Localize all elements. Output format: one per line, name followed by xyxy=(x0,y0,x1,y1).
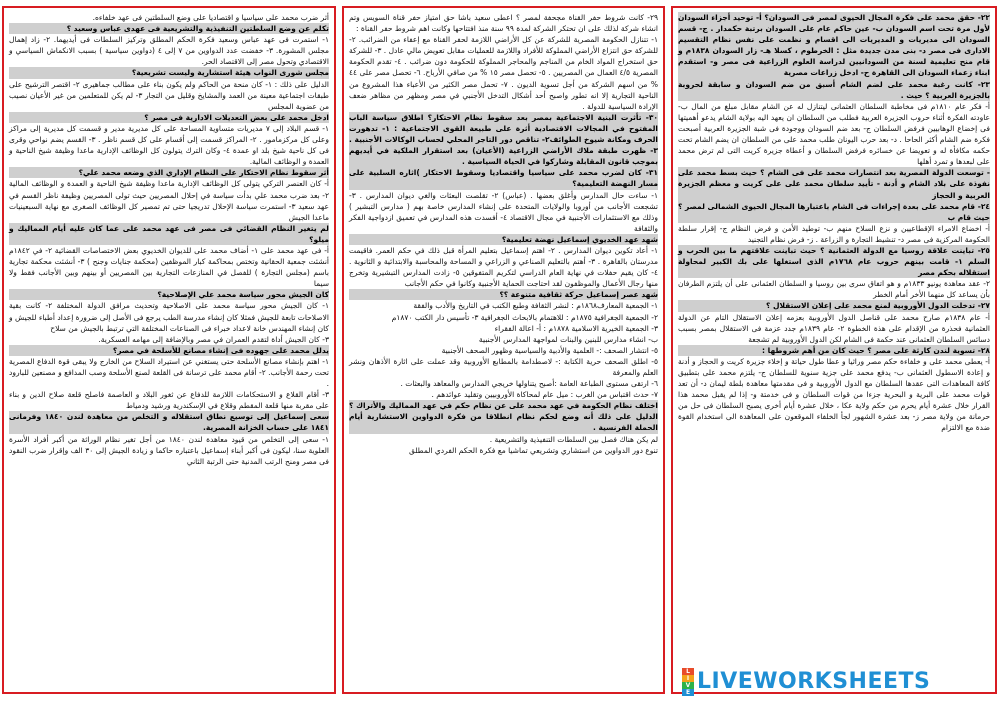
left-column xyxy=(2,6,336,694)
question-heading: سعى إسماعيل إلى توسيع نطاق استقلاله و التخلص من معاهدة لندن ١٨٤٠ وفرمانى ١٨٤١ على حساب الخزانة المصرية. xyxy=(9,412,329,433)
answer-paragraph: ٢- الجمعية الجغرافية ١٨٧٥م : للاهتمام بالابحاث الجغرافية ٣- تأسيس دار الكتب ١٨٧٠م xyxy=(391,312,658,322)
answer-paragraph: أ- يعطى محمد على و خلفاءة حكم مصر وراثيا و عطا طول حياتة و إخلاء جزيرة كريت و الحجاز و أدنة و إعادة الاسطول العثمانى ب- يدفع محمد على جزية سنوية للسلطان ج- يلتزم محمد على بتطبيق كافة المعاهدات التى عقدها السلطان مع الدول الأوروبية و فى مقدمتها معاهدة بلطة ليمان د- أن تعد قوات محمد على البرية و البحرية جزءا من قوات السلطان و فى خدمتة و- إذا لم يقبل محمد هذا القرار خلال عشرة أيام يحرم من حكم ولاية عكا ، خلال عشرة أيام أخرى يصبح السلطان فى حل من حرمانة من ولاية مصر ز- بعد عشرة الشهور لجأ الخلفاء الموقعون على المعاهدة الى استخدام القوة ضدة مع الالتزام xyxy=(678,356,990,433)
answer-paragraph: أ- عام ١٨٣٨م صارح محمد على قناصل الدول الأوروبية بعزمه إعلان الاستقلال التام عن الدولة العثمانية فحذرة من الإقدام على هذة الخطوة ٢- عام ١٨٣٩م جدد عزمة فى الاستقلال بمصر بسبب دسائس السلطان العثمانى عند حكمة فى الشام لكن الدول الأوروبية لم تشجعة xyxy=(678,312,990,344)
answer-paragraph: ١- كان الجيش محور سياسة محمد على الاصلاحية وتحديث مرافق الدولة المختلفة ٢- كانت بقية الاصلاحات تابعة للجيش فمثلا كان إنشاء مدرسة الطب يرجع فى الأصل إلى ضرورة إعداد أطباء للجيش و كان إنشاء المهندس خانة لاعداد خبراء فى الصناعات المختلفة التي ترتبط بالجيش من سلاح xyxy=(9,301,330,333)
middle-column xyxy=(342,6,665,694)
answer-paragraph: ٣- كان الجيش أداة لتقدم العمران في مصر وبالإضافة إلى مهامه العسكرية. xyxy=(98,334,329,344)
logo-mark-letter: L xyxy=(682,668,694,675)
answer-paragraph: ١- اهتم بإنشاء مصانع الأسلحة حتى يستغني عن استيراد السلاح من الخارج ولا يبقى قوة الدفاع المصرية تحت رحمة الأجانب. ٢- أقام محمد على ترسانة فى القلعة لصنع الأسلحة وصب المدافع و مصنعين للبارود . xyxy=(9,356,329,389)
answer-paragraph: ٣- الجمعية الخيرية الاسلامية ١٨٧٨م : أ- اعالة الفقراء xyxy=(494,323,658,333)
answer-paragraph: ١- تتنازل الحكومة المصرية للشركة عن كل الأراضي اللازمة لحفر القناة مع إعفاء من الضرائب. ٢- للشركة حق انتزاع الأراضي المملوكة للأفراد واللازمة للعمليات مقابل تعويض مالي عادل . ٣- للشركة حق استخراج المواد الخام من المناجم والمحاجر المملوكة للحكومة دون ضرائب . ٤- تقدم الحكومة المصرية ٤/٥ العمال من المصريين . ٥- تحصل مصر ١٥ % من صافي الأرباح. ٦- تحصل مصر على ٤٤ % من اسهم الشركة من أجل تسوية الديون . ٧- تحمل مصر الكثير من الأعباء هذا المشروع من الناحية التجارية إلا انه تطور واصبح أحد أشكال التدخل الأجنبي في مصر ومظهر من مظاهر ضعف الإرادة السياسية للدولة . xyxy=(349,35,659,111)
logo-text: LIVEWORKSHEETS xyxy=(697,668,931,694)
question-heading: ٢٤- قام محمد على بعدة إجراءات فى الشام باعتبارها المجال الحيوى الشمالى لمصر ؟ حيث قام ب xyxy=(678,201,990,222)
answer-paragraph: ٦- ارتقى مستوى الطباعة العامة :أصبح يتناولها خريجي المدارس والمعاهد والبعثات . xyxy=(400,379,658,389)
logo-mark-letter: V xyxy=(682,682,694,689)
answer-paragraph: ١- أعاد تكوين ديوان المدارس . ٢- اهتم إسماعيل بتعليم المرأة قبل ذلك في حكم العمر. فاقيمت مدرستان بالقاهرة . ٣- أهتم بالتعليم الصناعي و الزراعي و المساحة والمحاسبة والابتدائية و الثانوية . ٤- كان يقيم حفلات في نهاية العام الدراسي لتكريم المتفوقين ٥- زادت المدارس التبشيرية وتخرج منها رجال الأعمال والموظفون لقد احتاجت الحماية الأجنبية وكانوا في حكم الأجانب xyxy=(349,245,659,289)
logo-mark xyxy=(682,668,694,694)
answer-paragraph: لم يكن هناك فصل بين السلطات التنفيذية والتشريعية . xyxy=(489,434,658,444)
question-heading: تكلم عن وضع السلطتين التنفيذية والتشريعية فى عهدى عباس وسعيد ؟ xyxy=(9,23,329,34)
question-heading: مجلس شورى النواب هيئة استشارية وليست تشريعية؟ xyxy=(9,67,329,78)
answer-paragraph: ٧- حدث اقتباس من الغرب : ميل عام لمحاكاة الأوروبيين وتقليد عوائدهم . xyxy=(431,390,658,400)
logo-mark-letter: I xyxy=(682,675,694,682)
answer-paragraph: أ- كان العنصر التركي يتولى كل الوظائف الإدارية ماعدا وظيفة شيخ الناحية و العمدة و الوظائف المالية ٢- بعد ضرب محمد علي بدأت سياسة في إحلال المصريين حيث تولى المصريين وظيفة ناظر القسم في عهد سعيد ٣- استمرت سياسة الإحلال تدريجيا حتى تم تمصير كل الوظائف الصغرى مع نهاية السبعينيات ماعدا الجيش xyxy=(9,179,329,222)
question-heading: اختلف نظام الحكومة في عهد محمد على عن نظام حكم في عهد المماليك والأتراك ؟ الدليل على ذلك أنه وضع لحكم نظام انطلاقا من فكرة الدواوين الاستشارية أيام الحملة الفرنسية . xyxy=(349,401,658,433)
right-column xyxy=(671,6,997,694)
answer-paragraph: الدليل على ذلك : ١- كان منحة من الحاكم ولم يكون بناء على مطالب جماهيرى ٢- اقتصر الترشيح على طبقات اجتماعية معينة من العمد والمشايخ وقليل من التجار ٣- لم يكن للمتعلمين من غير الأعيان نصيب من عضوية المجلس xyxy=(9,79,329,111)
question-heading: شهد عصر إسماعيل حركة ثقافية متنوعة ؟؟ xyxy=(349,289,658,300)
question-heading: ٣١- كان لضرب محمد على سياسيا واقتصاديا وسقوط الاحتكار )اثاره السلبية على مسار النهضة التعليمية؟ xyxy=(349,168,658,189)
question-heading: ٢٧- تدخلت الدول الأوروبية لمنع محمد على إعلان الاستقلال ؟ xyxy=(678,300,990,311)
question-heading: ٢٢- حقق محمد على فكرة المجال الحيوى لمصر فى السودان؟ أ- توحيد أجزاء السودان لأول مرة تحت اسم السودان ب- عين حاكم عام على السودان برتبة حكمدار . ج- قسم السودان الى مديريات و المديريات الى اقسام و نظمت على نفس نظام التقسيم الادارى فى مصر د- بنى مدن جديدة مثل : الخرطوم ، كسلا هـ- زار السودان ١٨٣٨م و قام منح تعليمية لسنة من السودانيين لدراسة العلوم الزراعية فى مصر و- استقدم ابناء زعماء السودان الى القاهرة ح- ادخل زراعات مصرية xyxy=(678,13,990,78)
answer-paragraph: ١- سعى إلى التخلص من قيود معاهدة لندن ١٨٤٠ من أجل تغير نظام الوراثة من أكبر أفراد الأسرة العلوية سنا، ليكون فى أكبر أبناء إسماعيل باعتباره حاكما و زيادة الجيش إلى ٣٠ الف وإقرار ضرب النقود فى مصر ومنح الرتب المدنية حتى الرتبة الثاني xyxy=(9,434,329,466)
answer-paragraph: أ- اخضاع الامراء الإقطاعيين و نزع السلاح منهم ب- توطيد الأمن و فرض النظام ج- إقرار سلطة الحكومة المركزية فى مصر د- تنشيط التجارة و الزراعة . ز- فرض نظام التجنيد xyxy=(678,223,990,244)
question-heading: ٢٣- كانت رغبة محمد على لضم الشام أسبق من ضم السودان و سابقة لحروبة بالجزيرة العربية ؟ حيث . xyxy=(678,79,990,100)
answer-paragraph: أثر ضرب محمد على سياسيا و اقتصاديا على وضع السلطتين فى عهد خلفاءه. xyxy=(92,13,329,22)
answer-paragraph: ٢٩- كانت شروط حفر القناة مجحفة لمصر ؟ اعطى سعيد باشا حق امتياز حفر قناة السويس وتم انشاء شركة لذلك على ان تحتكر الشركة لمدة ٩٩ سنة منذ افتتاحها وكانت اهم شروط حفر القناة : xyxy=(349,13,658,34)
answer-paragraph: ١- استمرت فى عهد عباس وسعيد فكرة الحكم المطلق وتركيز السلطات فى أيديهما. ٢- زاد إهمال مجلس المشورة. ٣- خفضت عدد الدواوين من ٧ إلى ٤ (دواوين سياسية ) بسبب الانكماش السياسي و الاقتصادي وتحول مصر إلى الاقتصاد الحر. xyxy=(9,35,329,67)
question-heading: أثر سقوط نظام الاحتكار على النظام الإداري الذي وضعه محمد علي؟ xyxy=(9,167,329,178)
question-heading: ٣٠- تأثرت البنية الاجتماعية بمصر بعد سقوط نظام الاحتكار؟ اطلاق سياسة الباب المفتوح في المجالات الاقتصادية أثرة على طبيعة القوى الاجتماعية : ١- تدهورت الحرف ومكانة شيوخ الطوائف٢- تناقص دور التاجر المحلي لحساب الوكالات الأجنبية . ٣- ظهرت طبقة ملاك الأراضي الزراعية (الأعيان) بعد استقرار الملكية في أيديهم بموجب قانون المقابلة وشاركوا في الحياة السياسية . xyxy=(349,112,659,167)
answer-paragraph: ب- انشاء مدارس للبنين والبنات لمواجهة المدارس الأجنبية xyxy=(478,334,658,344)
answer-paragraph: أ- فكر عام ١٨١٠م فى مخاطبة السلطان العثمانى ليتنازل له عن الشام مقابل مبلغ من المال ب- عاودته الفكرة أثناء حروب الجزيرة العربية فطلب من السلطان ان يعهد اليه بولاية الشام يدعو أهميتها فى إخضاع الوهابيين فرفض السلطان ج- بعد ضم السودان ووجودة فى شبة الجزيرة العربية أصبحت فكرة ضم الشام أكثر الحاحا . د- بعد حرب اليونان طلب محمد على من السلطان ان يضم الشام تحت حكمه مكافأة له و تعويضا عن خسائره فرفض السلطان و أعطاة جزيرة كريت التى لم ترض محمد على لبعدها و تمرد أهلها xyxy=(678,101,991,167)
answer-paragraph: ٥- اطلق الصحف حرية الكتابة :- لاصطدامة بالمطابع الأوروبية وقد عملت على اثارة الأذهان ونشر العلم والمعرفة xyxy=(349,356,658,377)
answer-paragraph: تنوع دور الدواوين من استشاري وتشريعي تماشيا مع فكرة الحكم الفردي المطلق xyxy=(408,445,658,455)
question-heading: كان الجيش محور سياسة محمد علي الإصلاحية؟ xyxy=(9,289,329,300)
question-heading: - توسعت الدولة المصرية بعد انتصارات محمد على فى الشام ؟ حيث بسط محمد على نفوذة على بلاد الشام و أدنة - تأييد سلطان محمد على على كريت و معظم الجزيرة العربية و الحجاز xyxy=(678,168,990,200)
logo-mark-letter: E xyxy=(682,689,694,696)
question-heading: ادخل محمد على بعض التعديلات الادارية فى مصر ؟ xyxy=(9,112,329,123)
answer-paragraph: أ- فى عهد محمد على ١- أضاف محمد على للديوان الخديوي بعض الاختصاصات القضائية ٢- في ١٨٤٢م أنشئت جمعية الحقانية وتختص بمحاكمة كبار الموظفين (محكمة جنايات وجنح ) ٣- أنشئت محكمة تجارية باسم (مجلس التجارة ) للفصل في المنازعات التجارية بين المصريين أو بينهم وبين الأجانب فقط ولا سيما xyxy=(9,245,330,289)
question-heading: لم يتغير النظام القضائي فى مصر فى عهد محمد على عما كان عليه أيام المماليك و ميلو؟ xyxy=(9,223,329,244)
answer-paragraph: ١- قسم البلاد إلى ٧ مديريات متساوية المساحة على كل مديرية مدير و قسمت كل مديرية إلى مراكز وعلى كل مركزمامور . ٢- المراكز قسمت إلى أقسام على كل قسم ناظر . ٣- القسم يضم نواحي وقرى فى كل ناحية شيخ بلد او عمدة ٤- وكان الترك يتولون كل الوظائف الإدارية ماعدا وظيفة شيخ الناحية و العمدة و الوظائف المالية. xyxy=(9,123,330,167)
question-heading: ٢٨- تسوية لندن كارثة على مصر ؟ حيث كان من أهم شروطها : xyxy=(678,345,990,356)
answer-paragraph: ٢- عقد معاهدة يونيو ١٨٣٣م و هو اتفاق سرى بين روسيا و السلطان العثمانى على أن يلتزم الطرفان بأن يساعد كل منهما الأخر أمام الخطر xyxy=(678,279,990,300)
liveworksheets-logo xyxy=(682,666,930,696)
answer-paragraph: ٣- أقام القلاع و الاستحكامات اللازمة للدفاع عن ثغور البلاد و العاصمة فاصلح قلعة صلاح الدين و بناء على مقربة منها قلعة المقطم وقلاع في الإسكندرية ورشيد ودمياط xyxy=(9,390,329,411)
question-heading: شهد عهد الخديوي إسماعيل نهضة تعليمية؟ xyxy=(349,234,658,245)
question-heading: ٢٥- تباينت علاقة روسيا مع الدولة العثمانية ؟ حيث تباينت علاقتهم ما بين الحرب و السلم ١- قامت بينهم حروب عام ١٧٦٨م الذى استغلها على بك الكبير لمحاولة استقلاله بحكم مصر xyxy=(678,245,990,278)
answer-paragraph: ٥- انتشار الصحف :- العلمية والأدبية والسياسية وظهور الصحف الأجنبية xyxy=(441,345,658,355)
question-heading: يدلل محمد على جهوده فى إنشاء مصانع للأسلحة في مصر؟ xyxy=(9,345,329,356)
answer-paragraph: ١- الجمعية المعارف١٨٦٨م : لنشر الثقافة وطبع الكتب في التاريخ والأدب والفقة xyxy=(413,301,658,311)
answer-paragraph: ١- ساءت حال المدارس وأغلق بعضها . (عباس) ٢- تقلصت البعثات والغي ديوان المدارس . ٣- تشجعت الأجانب من أوروبا والولايات المتحدة على إنشاء المدارس خاصة بهم ( مدارس التبشير ) وذلك مع الاستثمارات الأجنبية في مجال الاقتصاد ٤- أفسدت هذه المدارس في تعميق ازدواجية الفكر والثقافة xyxy=(349,190,658,233)
